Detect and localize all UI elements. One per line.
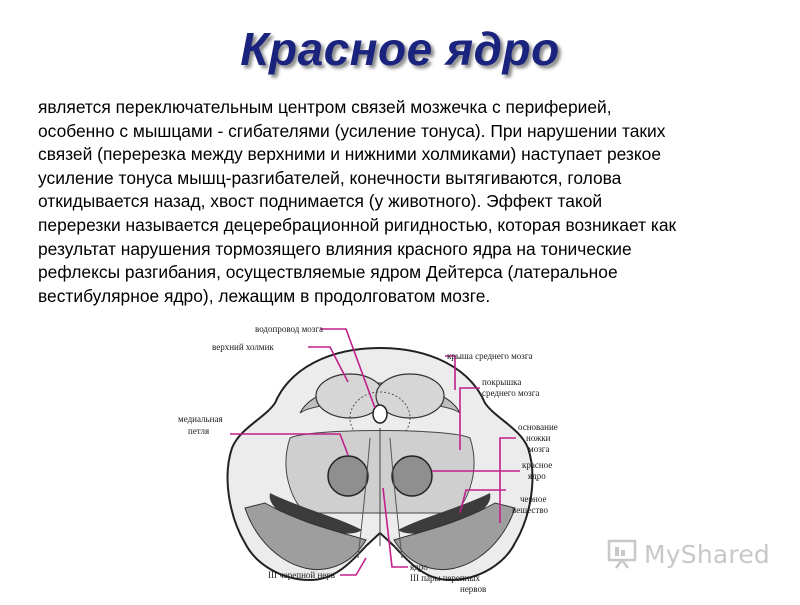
label-substantia-nigra-1: черное [520, 494, 547, 504]
label-cn3-nerve: III черепной нерв [268, 570, 336, 580]
watermark-text: MyShared [644, 539, 770, 569]
label-aqueduct: водопровод мозга [255, 324, 324, 334]
label-substantia-nigra-2: вещество [512, 505, 548, 515]
red-nucleus-right [392, 456, 432, 496]
slide-body-text: является переключательным центром связей мозжечка с периферией, особенно с мышцами - сгибателями (усиление тонуса). При нарушении таких связей (перерезка между верхними и нижними холмиками) наступает резкое усиление тонуса мышц-разгибателей, конечности вытягиваются, голова откидывается назад, хвост поднимается (у животного). Эффект такой перерезки называется децеребрационной ригидностью, которая возникает как результат нарушения тормозящего влияния красного ядра на тонические рефлексы разгибания, осуществляемые ядром Дейтерса (латеральное вестибулярное ядро), лежащим в продолговатом мозге. [38, 97, 677, 306]
red-nucleus-left [328, 456, 368, 496]
label-superior-colliculus: верхний холмик [212, 342, 274, 352]
label-cn3-nucleus-3: нервов [460, 584, 487, 594]
presentation-board-icon [606, 538, 638, 570]
label-cn3-nucleus-1: ядро [410, 562, 428, 572]
label-cn3-nucleus-2: III пары черепных [410, 573, 481, 583]
label-red-nucleus-2: ядро [528, 471, 546, 481]
label-medial-lemniscus-2: петля [188, 426, 210, 436]
watermark-logo [606, 536, 770, 572]
label-tegmentum-1: покрышка [482, 377, 522, 387]
label-crus-1: основание [518, 422, 558, 432]
slide-title: Красное ядро [240, 23, 560, 75]
midbrain-cross-section-figure [170, 318, 590, 600]
label-crus-3: мозга [528, 444, 550, 454]
label-tegmentum-2: среднего мозга [482, 388, 540, 398]
label-red-nucleus-1: красное [522, 460, 553, 470]
label-medial-lemniscus-1: медиальная [178, 414, 223, 424]
midbrain-diagram [170, 318, 590, 600]
label-crus-2: ножки [526, 433, 551, 443]
label-tectum: крыша среднего мозга [447, 351, 533, 361]
